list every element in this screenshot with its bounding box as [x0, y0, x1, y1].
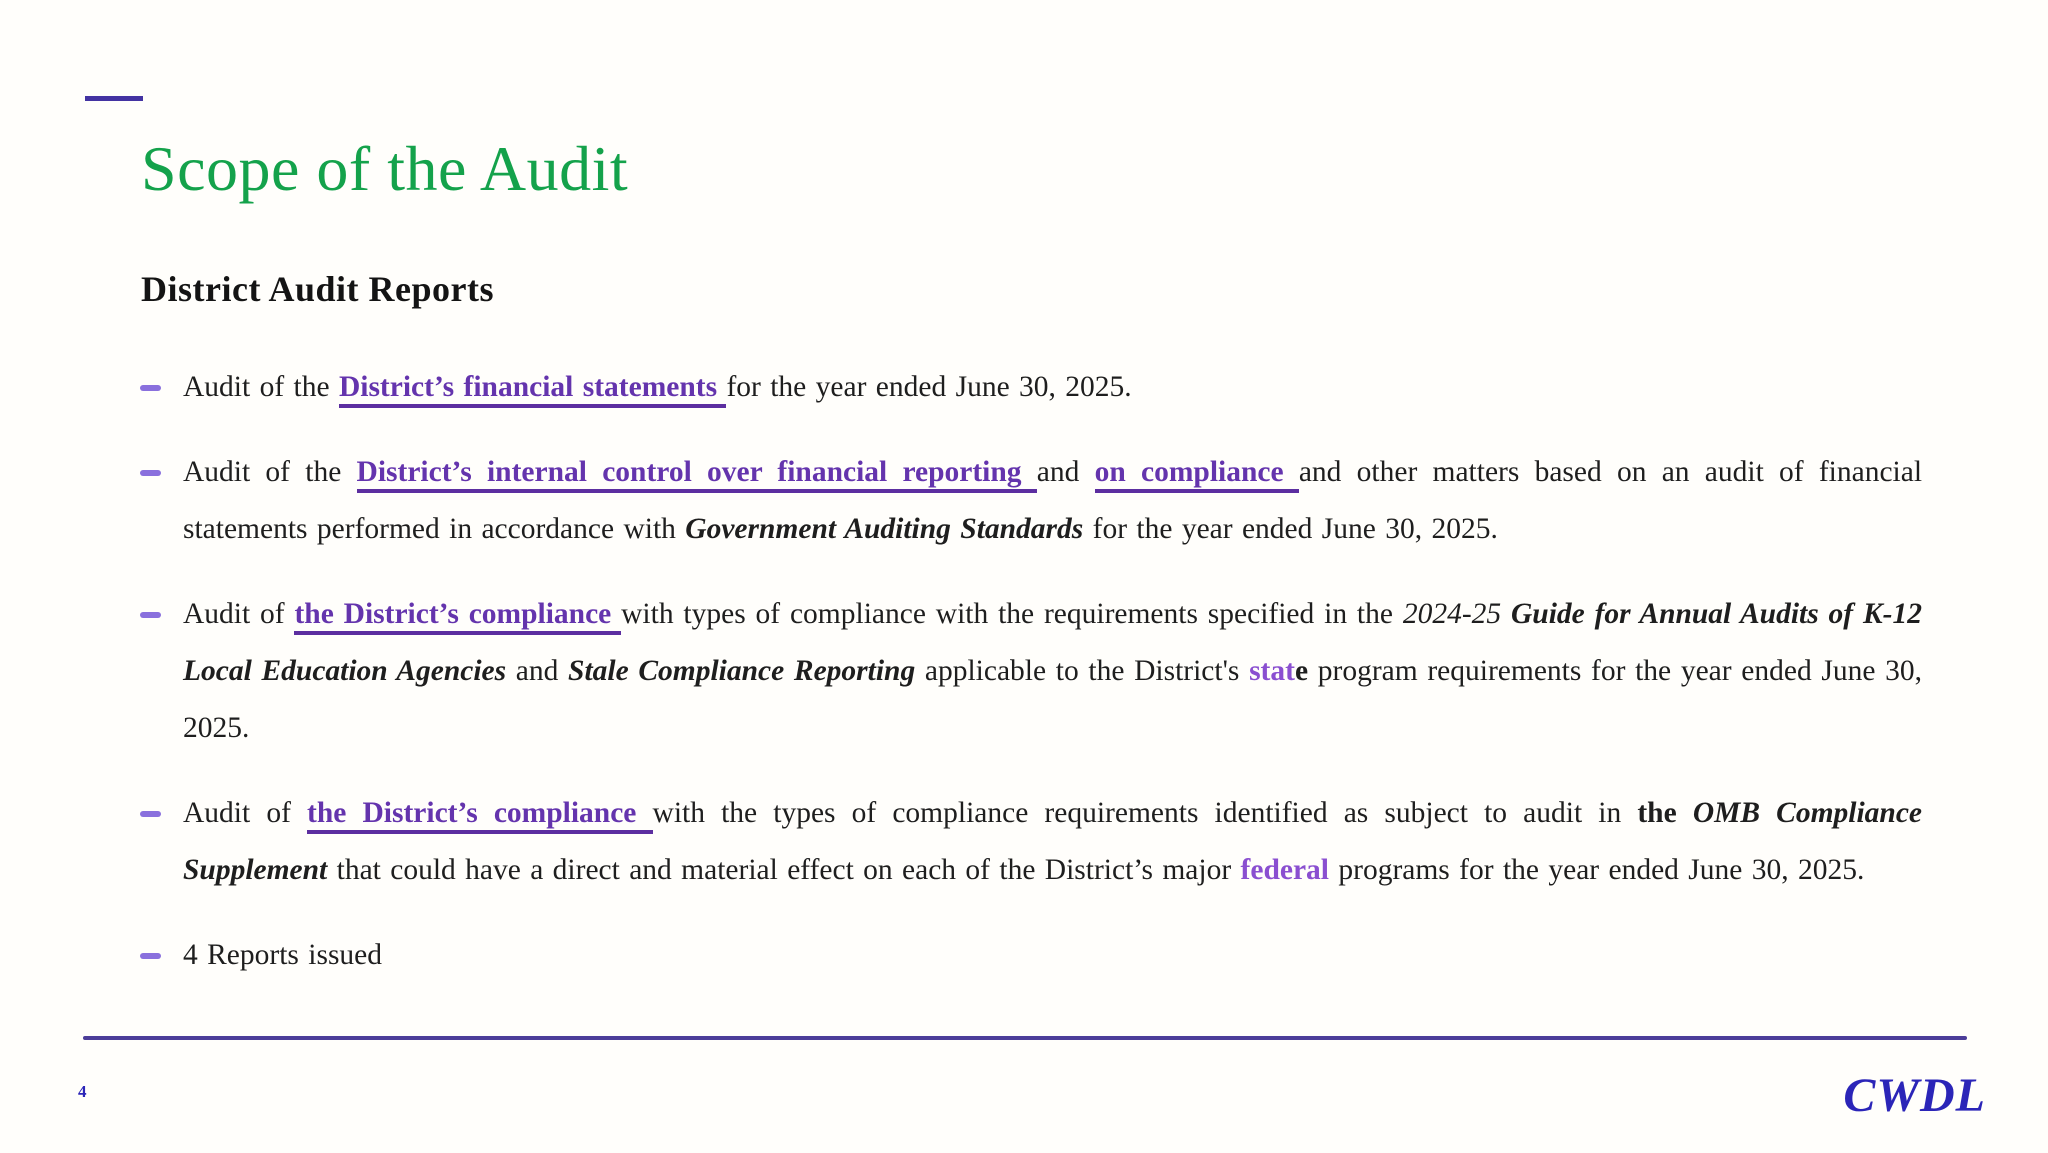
text-run	[1501, 598, 1511, 630]
bullet-text	[183, 359, 1922, 416]
text-run: e	[1294, 655, 1309, 687]
text-run: OMB Compliance Supplement	[183, 797, 1932, 886]
bullet-item	[140, 785, 1932, 899]
text-run: stat	[1249, 655, 1295, 687]
bullet-text	[183, 927, 1922, 984]
inline-link[interactable]: on compliance	[1095, 456, 1299, 493]
bullet-text	[183, 785, 1932, 899]
text-run: with the types of compliance requirements identified as subject to audit in	[652, 797, 1638, 829]
text-run: Audit of the	[183, 456, 357, 488]
inline-link[interactable]: the District’s compliance	[307, 797, 652, 834]
top-accent-dash	[85, 96, 143, 101]
text-run: and other matters based on an audit of financial statements performed in accordance with	[183, 456, 1932, 545]
text-run: 2024-25	[1402, 598, 1502, 630]
text-run: Audit of	[183, 598, 295, 630]
text-run: with types of compliance with the requirements specified in the	[621, 598, 1403, 630]
text-run: Stale Compliance Reporting	[568, 655, 916, 687]
bullet-list	[140, 359, 1932, 1012]
text-run: that could have a direct and material effect on each of the District’s major	[327, 854, 1241, 886]
bullet-dash-icon	[140, 811, 161, 817]
text-run: federal	[1240, 854, 1329, 886]
bullet-text	[183, 444, 1932, 558]
section-heading: District Audit Reports	[141, 269, 494, 309]
text-run: Guide for Annual Audits of K-12 Local Education Agencies	[183, 598, 1932, 687]
text-run: programs for the year ended June 30, 2025.	[1329, 854, 1865, 886]
bullet-item	[140, 444, 1932, 558]
text-run: Audit of the	[183, 371, 339, 403]
cwdl-logo: CWDL	[1843, 1069, 1986, 1122]
text-run: and	[1036, 456, 1095, 488]
text-run: the	[1637, 797, 1693, 829]
footer-divider	[83, 1036, 1967, 1040]
text-run: program requirements for the year ended June 30, 2025.	[183, 655, 1932, 744]
inline-link[interactable]: District’s financial statements	[339, 371, 727, 408]
bullet-dash-icon	[140, 470, 161, 476]
text-run: and	[506, 655, 569, 687]
text-run: Government Auditing Standards	[685, 513, 1084, 545]
bullet-text	[183, 586, 1932, 757]
inline-link[interactable]: District’s internal control over financial reporting	[357, 456, 1037, 493]
page-title: Scope of the Audit	[141, 133, 629, 204]
bullet-dash-icon	[140, 385, 161, 391]
bullet-dash-icon	[140, 612, 161, 618]
text-run: Audit of	[183, 797, 308, 829]
text-run: applicable to the District's	[915, 655, 1250, 687]
bullet-item	[140, 359, 1922, 416]
bullet-item	[140, 586, 1932, 757]
inline-link[interactable]: the District’s compliance	[294, 598, 621, 635]
text-run: for the year ended June 30, 2025.	[1083, 513, 1498, 545]
bullet-dash-icon	[140, 953, 161, 959]
page-number: 4	[78, 1082, 87, 1101]
text-run: 4 Reports issued	[183, 939, 383, 971]
bullet-item	[140, 927, 1922, 984]
text-run: for the year ended June 30, 2025.	[726, 371, 1132, 403]
